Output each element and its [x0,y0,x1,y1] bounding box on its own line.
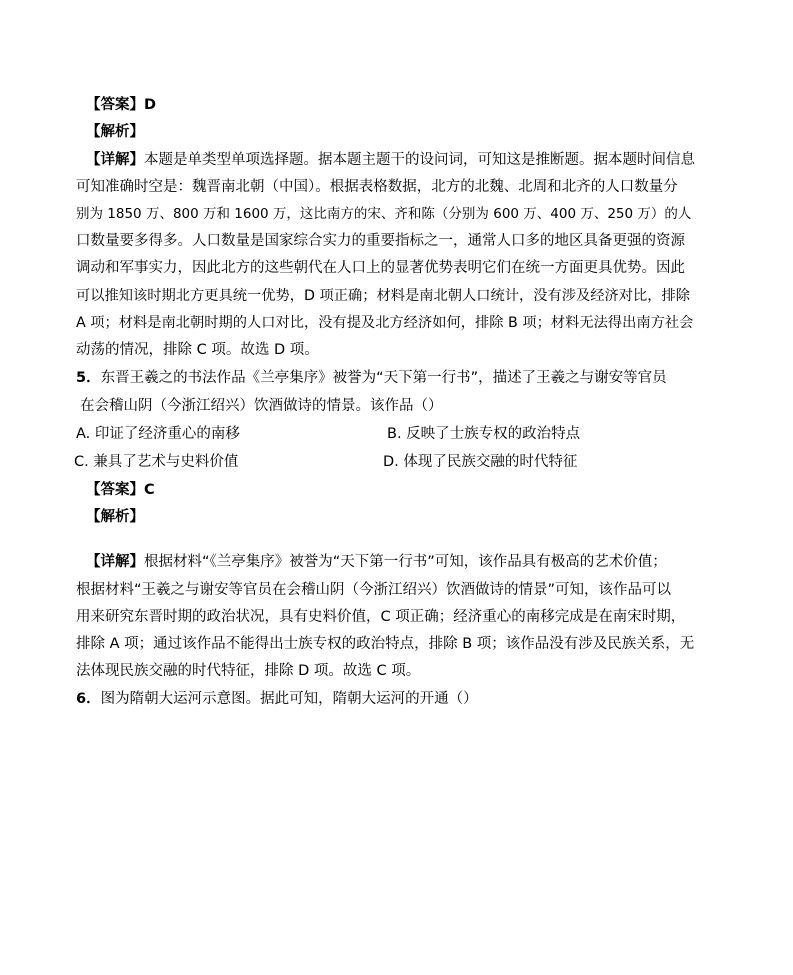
q4-detail-line-5 [76,258,685,278]
q5-detail-text-5: 法体现民族交融的时代特征，排除 D 项。故选 C 项。 [76,663,421,679]
q4-analysis-tag: 【解析】 [86,124,144,140]
q4-detail-line-2 [76,177,678,197]
q4-detail-tag: 【详解】 [86,152,144,168]
q4-answer-value: D [144,97,157,113]
q5-detail-text-3: 用来研究东晋时期的政治状况，具有史料价值，C 项正确；经济重心的南移完成是在南宋时期， [76,609,686,625]
q5-answer-value: C [144,482,155,498]
q5-stem-line-2 [80,396,443,416]
q4-detail-text-3: 别为 1850 万、800 万和 1600 万，这比南方的宋、齐和陈（分别为 600 万、400 万、250 万）的人 [76,206,692,222]
q4-detail-text-5: 调动和军事实力，因此北方的这些朝代在人口上的显著优势表明它们在统一方面更具优势。因此 [76,260,685,276]
q5-stem-line-1 [76,368,667,388]
q4-detail-line-7 [76,313,693,333]
q5-analysis-tag: 【解析】 [86,509,144,525]
q4-detail-text-2: 可知准确时空是：魏晋南北朝（中国）。根据表格数据，北方的北魏、北周和北齐的人口数量分 [76,179,678,195]
q4-detail-line-8 [76,340,319,360]
q5-option-a-text: A. 印证了经济重心的南移 [76,426,240,442]
q5-option-a [76,424,240,444]
q4-answer-tag: 【答案】 [86,97,144,113]
q4-detail-text-1: 本题是单类型单项选择题。据本题主题干的设问词，可知这是推断题。据本题时间信息 [144,152,695,168]
q4-detail-line-1 [86,150,695,170]
q4-detail-text-7: A 项；材料是南北朝时期的人口对比，没有提及北方经济如何，排除 B 项；材料无法得出南方社会 [76,315,694,331]
q5-option-c [74,452,238,472]
q5-option-b [387,424,580,444]
q6-stem-text: 图为隋朝大运河示意图。据此可知，隋朝大运河的开通（） [100,691,478,707]
q4-analysis-line [86,122,144,142]
q5-detail-line-4 [76,634,694,654]
q5-stem-text-2: 在会稽山阴（今浙江绍兴）饮酒做诗的情景。该作品（） [80,398,443,414]
q5-option-d-text: D. 体现了民族交融的时代特征 [383,454,578,470]
q4-detail-text-8: 动荡的情况，排除 C 项。故选 D 项。 [76,342,319,358]
q5-option-c-text: C. 兼具了艺术与史料价值 [74,454,239,470]
q5-detail-text-4: 排除 A 项；通过该作品不能得出士族专权的政治特点，排除 B 项；该作品没有涉及民族关系，无 [76,636,695,652]
q5-option-b-text: B. 反映了士族专权的政治特点 [387,426,581,442]
q5-answer-tag: 【答案】 [86,482,144,498]
q5-detail-text-1: 根据材料“《兰亭集序》被誉为“天下第一行书”可知，该作品具有极高的艺术价值； [144,554,667,570]
q6-number: 6． [76,691,101,707]
q5-analysis-line [86,507,144,527]
q5-detail-tag: 【详解】 [86,554,144,570]
q4-detail-text-4: 口数量要多得多。人口数量是国家综合实力的重要指标之一，通常人口多的地区具备更强的资源 [76,233,685,249]
q4-answer-line [86,95,156,115]
q5-answer-line [86,480,155,500]
q5-detail-line-2 [76,580,671,600]
q5-option-d [383,452,577,472]
q5-stem-text-1: 东晋王羲之的书法作品《兰亭集序》被誉为“天下第一行书”，描述了王羲之与谢安等官员 [100,370,667,386]
q5-detail-line-5 [76,661,420,681]
q4-detail-text-6: 可以推知该时期北方更具统一优势，D 项正确；材料是南北朝人口统计，没有涉及经济对比，排除 [76,288,691,304]
q5-detail-text-2: 根据材料“王羲之与谢安等官员在会稽山阴（今浙江绍兴）饮酒做诗的情景”可知，该作品可以 [76,582,672,598]
q5-detail-line-3 [76,607,685,627]
q6-stem-line [76,689,478,709]
q5-detail-line-1 [86,552,667,572]
q4-detail-line-4 [76,231,685,251]
q5-number: 5． [76,370,101,386]
q4-detail-line-3 [76,204,691,224]
q4-detail-line-6 [76,286,690,306]
